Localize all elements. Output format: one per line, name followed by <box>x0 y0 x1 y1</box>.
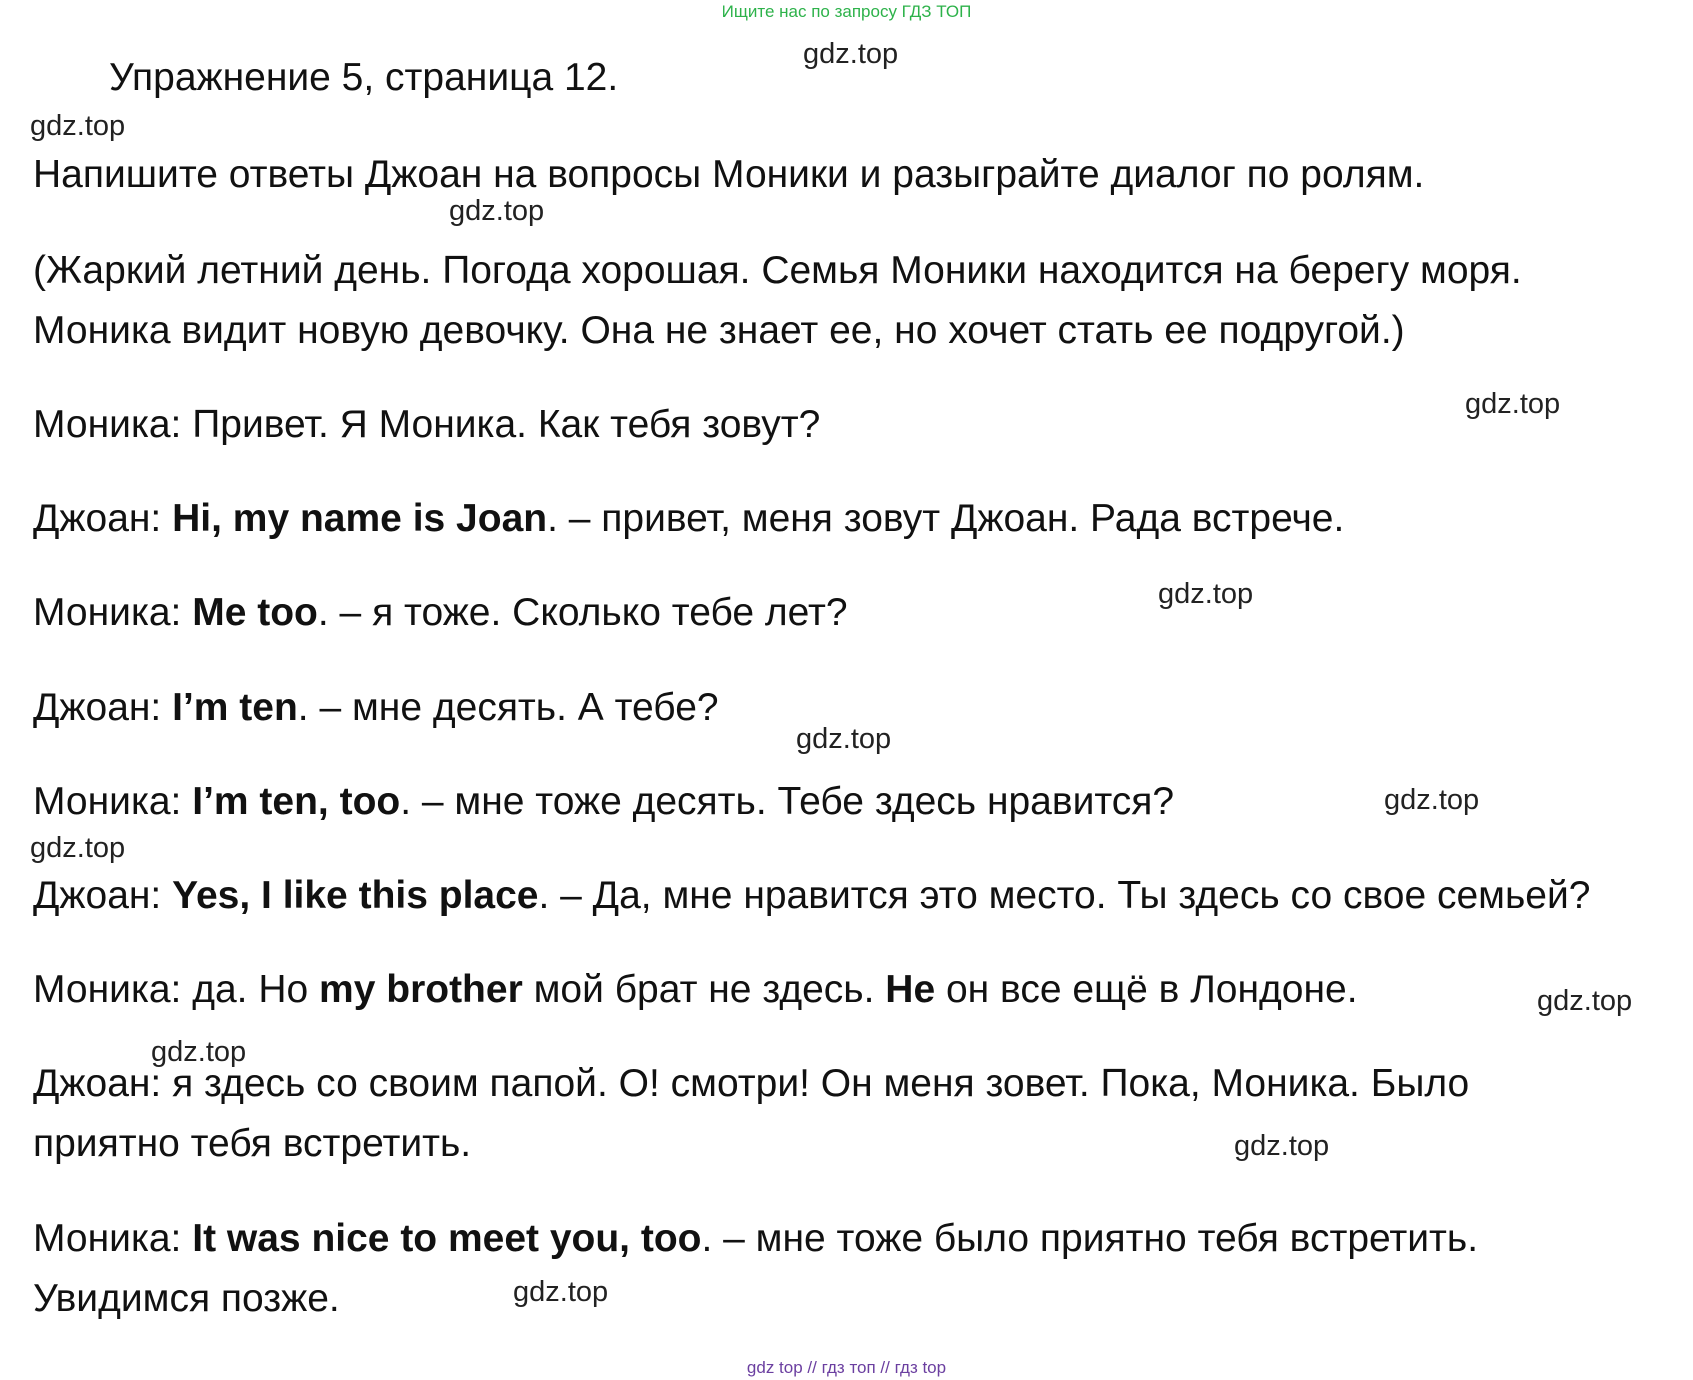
speaker-name: Моника: <box>33 780 182 823</box>
dialogue-text: . – мне тоже десять. Тебе здесь нравится? <box>400 780 1175 823</box>
english-answer: Yes, I like this place <box>172 874 539 917</box>
speaker-name: Джоан: <box>33 686 162 729</box>
watermark: gdz.top <box>1384 784 1480 816</box>
dialogue-text: . – мне десять. А тебе? <box>297 686 719 729</box>
context-line-2: Моника видит новую девочку. Она не знает ее, но хочет стать ее подругой.) <box>33 309 1405 352</box>
dialogue-line <box>33 874 1590 918</box>
watermark: gdz.top <box>151 1036 247 1068</box>
watermark: gdz.top <box>1234 1130 1330 1162</box>
dialogue-line <box>33 497 1344 541</box>
speaker-name: Джоан: <box>33 497 162 540</box>
speaker-name: Моника: <box>33 591 182 634</box>
speaker-name: Джоан: <box>33 874 162 917</box>
english-answer: I’m ten <box>172 686 298 729</box>
english-answer: Hi, my name is Joan <box>172 497 548 540</box>
speaker-name: Моника: <box>33 403 182 446</box>
watermark: gdz.top <box>1537 985 1633 1017</box>
dialogue-line <box>33 403 820 447</box>
dialogue-text: . – мне тоже было приятно тебя встретить. <box>701 1217 1479 1260</box>
english-answer: I’m ten, too <box>192 780 401 823</box>
watermark: gdz.top <box>513 1276 609 1308</box>
dialogue-text: мой брат не здесь. <box>522 968 886 1011</box>
dialogue-line <box>33 591 848 635</box>
watermark: gdz.top <box>30 110 126 142</box>
exercise-title: Упражнение 5, страница 12. <box>109 56 619 99</box>
context-line-1: (Жаркий летний день. Погода хорошая. Семья Моники находится на берегу моря. <box>33 249 1522 292</box>
english-answer: Me too <box>192 591 318 634</box>
dialogue-text: Привет. Я Моника. Как тебя зовут? <box>181 403 821 446</box>
english-answer: It was nice to meet you, too <box>192 1217 702 1260</box>
watermark: gdz.top <box>1158 578 1254 610</box>
dialogue-line <box>33 686 719 730</box>
top-banner: Ищите нас по запросу ГДЗ ТОП <box>721 2 972 21</box>
dialogue-text: он все ещё в Лондоне. <box>935 968 1358 1011</box>
dialogue-text: . – привет, меня зовут Джоан. Рада встрече. <box>547 497 1345 540</box>
dialogue-text: . – я тоже. Сколько тебе лет? <box>317 591 848 634</box>
dialogue-continuation: Увидимся позже. <box>33 1277 340 1320</box>
watermark: gdz.top <box>796 723 892 755</box>
watermark: gdz.top <box>30 832 126 864</box>
watermark: gdz.top <box>449 195 545 227</box>
dialogue-line <box>33 780 1174 824</box>
instruction-text: Напишите ответы Джоан на вопросы Моники и разыграйте диалог по ролям. <box>33 153 1425 196</box>
english-answer: my brother <box>319 968 523 1011</box>
footer-text: gdz top // гдз топ // гдз top <box>746 1358 947 1377</box>
dialogue-line <box>33 968 1358 1012</box>
speaker-name: Моника: <box>33 968 182 1011</box>
dialogue-continuation: приятно тебя встретить. <box>33 1122 472 1165</box>
dialogue-text: да. Но <box>181 968 320 1011</box>
dialogue-line <box>33 1062 1469 1106</box>
speaker-name: Джоан: <box>33 1062 162 1105</box>
speaker-name: Моника: <box>33 1217 182 1260</box>
dialogue-line <box>33 1217 1478 1261</box>
dialogue-text: . – Да, мне нравится это место. Ты здесь со свое семьей? <box>538 874 1591 917</box>
watermark: gdz.top <box>803 38 899 70</box>
dialogue-text: я здесь со своим папой. О! смотри! Он меня зовет. Пока, Моника. Было <box>161 1062 1470 1105</box>
english-answer: He <box>885 968 936 1011</box>
watermark: gdz.top <box>1465 388 1561 420</box>
